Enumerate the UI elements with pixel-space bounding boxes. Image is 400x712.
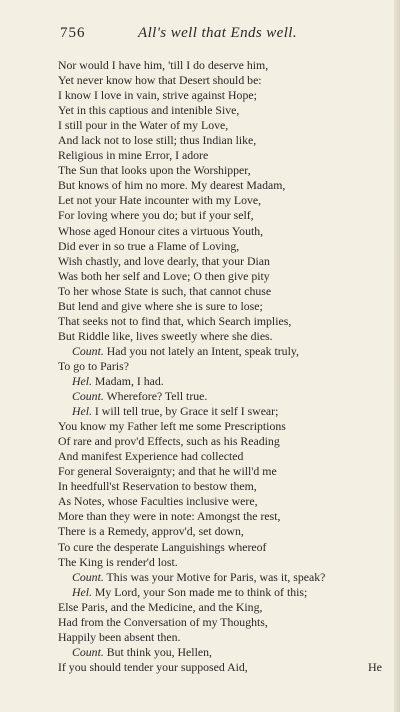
text-line: As Notes, whose Faculties inclusive were, (58, 494, 258, 509)
text-line: Count. Had you not lately an Intent, speak truly, (72, 343, 299, 358)
play-text (58, 58, 388, 675)
text-line: To her whose State is such, that cannot chuse (58, 283, 272, 298)
text-line: In heedfull'st Reservation to bestow them, (58, 479, 257, 494)
text-line: That seeks not to find that, which Search implies, (58, 313, 292, 328)
text-line: For general Soveraignty; and that he will'd me (58, 464, 277, 479)
text-line: Did ever in so true a Flame of Loving, (58, 238, 240, 253)
text-line: Religious in mine Error, I adore (58, 148, 209, 163)
text-line: The King is render'd lost. (58, 554, 178, 569)
text-line: Wish chastly, and love dearly, that your Dian (58, 253, 270, 268)
text-line: But Riddle like, lives sweetly where she dies. (58, 328, 273, 343)
text-line: But knows of him no more. My dearest Madam, (58, 178, 286, 193)
text-line: Count. Wherefore? Tell true. (72, 389, 208, 404)
speaker-name: Count. (72, 343, 104, 358)
text-line: Else Paris, and the Medicine, and the King, (58, 599, 263, 614)
speaker-name: Hel. (72, 584, 92, 599)
text-line: But lend and give where she is sure to lose; (58, 298, 263, 313)
text-line: Count. But think you, Hellen, (72, 644, 212, 659)
text-line: Yet in this captious and intenible Sive, (58, 103, 240, 118)
text-line: You know my Father left me some Prescriptions (58, 419, 286, 434)
text-line: Of rare and prov'd Effects, such as his Reading (58, 434, 280, 449)
catchword: He (368, 660, 382, 674)
text-line: Let not your Hate incounter with my Love, (58, 193, 262, 208)
text-line: To go to Paris? (58, 358, 129, 373)
text-line: There is a Remedy, approv'd, set down, (58, 524, 244, 539)
speaker-name: Hel. (72, 373, 92, 388)
text-line: If you should tender your supposed Aid, (58, 659, 248, 674)
text-line: Hel. Madam, I had. (72, 373, 164, 388)
text-line: Yet never know how that Desert should be: (58, 73, 262, 88)
text-line: Had from the Conversation of my Thoughts, (58, 614, 268, 629)
speaker-name: Hel. (72, 404, 92, 419)
page-number: 756 (60, 25, 86, 41)
text-line: Was both her self and Love; O then give pity (58, 268, 270, 283)
speaker-name: Count. (72, 644, 104, 659)
speaker-name: Count. (72, 389, 104, 404)
text-line: Hel. I will tell true, by Grace it self I swear; (72, 404, 279, 419)
text-line: I still pour in the Water of my Love, (58, 118, 229, 133)
page-header (60, 22, 360, 44)
page-edge (394, 0, 400, 712)
text-line: Happily been absent then. (58, 629, 181, 644)
text-line: Nor would I have him, 'till I do deserve him, (58, 58, 269, 72)
text-line: To cure the desperate Languishings whereof (58, 539, 267, 554)
text-line: The Sun that looks upon the Worshipper, (58, 163, 251, 178)
text-line: I know I love in vain, strive against Hope; (58, 88, 257, 103)
text-line: For loving where you do; but if your self, (58, 208, 254, 223)
text-line: And lack not to lose still; thus Indian like, (58, 133, 257, 148)
text-line: And manifest Experience had collected (58, 449, 244, 464)
running-title: All's well that Ends well. (138, 25, 298, 41)
speaker-name: Count. (72, 569, 104, 584)
text-line: More than they were in note: Amongst the rest, (58, 509, 281, 524)
text-line: Hel. My Lord, your Son made me to think of this; (72, 584, 308, 599)
text-line: Count. This was your Motive for Paris, was it, speak? (72, 569, 326, 584)
text-line: Whose aged Honour cites a virtuous Youth, (58, 223, 264, 238)
